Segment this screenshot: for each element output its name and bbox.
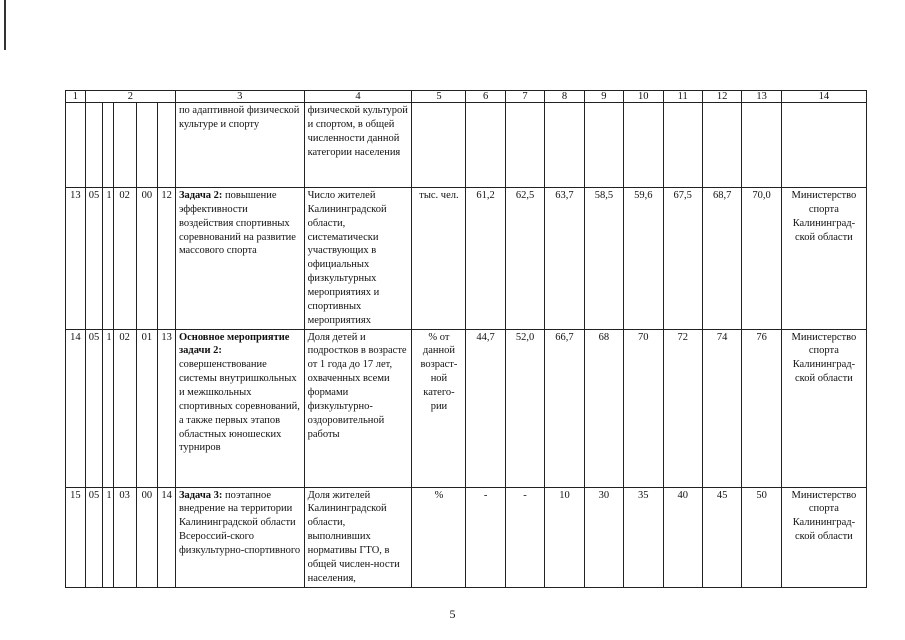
unit-cell: % от данной возраст-ной катего-рии [412,329,466,487]
task-title: Основное мероприятие задачи 2: [178,331,290,357]
value-cell [584,103,623,188]
unit-cell [412,103,466,188]
table-row [66,188,867,330]
responsible-cell [781,103,866,188]
value-cell [624,103,663,188]
code-cell: 00 [136,487,158,587]
value-cell: 66,7 [545,329,584,487]
header-cell: 7 [505,91,544,103]
code-cell: 13 [158,329,176,487]
value-cell: 76 [742,329,781,487]
header-cell: 14 [781,91,866,103]
code-cell: 00 [136,188,158,330]
header-cell: 2 [85,91,175,103]
indicator-cell: Доля жителей Калининградской области, выполнивших нормативы ГТО, в общей числен-ности населения, [304,487,412,587]
task-title: Задача 2: [178,190,223,201]
value-cell: 67,5 [663,188,702,330]
value-cell: 30 [584,487,623,587]
header-cell: 8 [545,91,584,103]
code-cell: 1 [103,329,113,487]
task-title: Задача 3: [178,489,223,501]
task-cell [175,188,304,330]
value-cell: 63,7 [545,188,584,330]
table-row [66,103,867,188]
value-cell: 35 [624,487,663,587]
code-cell: 05 [85,329,103,487]
table-row [66,329,867,487]
code-cell: 02 [113,188,136,330]
value-cell: - [505,487,544,587]
header-cell: 12 [702,91,741,103]
value-cell: 72 [663,329,702,487]
code-cell: 03 [113,487,136,587]
value-cell: 70 [624,329,663,487]
responsible-cell: Министерство спорта Калининград-ской области [781,188,866,330]
header-cell: 6 [466,91,505,103]
value-cell: 70,0 [742,188,781,330]
header-cell: 3 [175,91,304,103]
value-cell: 62,5 [505,188,544,330]
code-cell [113,103,136,188]
table-row [66,487,867,587]
task-text: повышение эффективности воздействия спортивных соревнований на развитие массового спорта [178,190,296,257]
value-cell: 68 [584,329,623,487]
code-cell [158,103,176,188]
value-cell: 61,2 [466,188,505,330]
value-cell [742,103,781,188]
code-cell: 02 [113,329,136,487]
scan-edge-mark [4,0,6,50]
header-cell: 9 [584,91,623,103]
header-cell: 10 [624,91,663,103]
value-cell: 58,5 [584,188,623,330]
responsible-cell: Министерство спорта Калининград-ской области [781,329,866,487]
unit-cell: тыс. чел. [412,188,466,330]
table-header-row [66,91,867,103]
value-cell: - [466,487,505,587]
code-cell: 05 [85,487,103,587]
header-cell: 13 [742,91,781,103]
value-cell: 45 [702,487,741,587]
task-text: поэтапное внедрение на территории Калининградской области Всероссий-ского физкультурно-спортивного [178,489,301,557]
value-cell: 52,0 [505,329,544,487]
task-cell [175,487,304,587]
code-cell: 14 [158,487,176,587]
indicator-cell: физической культурой и спортом, в общей численности данной категории населения [304,103,412,188]
row-number: 13 [66,188,86,330]
page-number: 5 [449,607,456,621]
code-cell [85,103,103,188]
row-number: 14 [66,329,86,487]
task-cell [175,103,304,188]
code-cell: 1 [103,188,113,330]
indicators-table [65,90,867,588]
code-cell: 01 [136,329,158,487]
header-cell: 4 [304,91,412,103]
code-cell [136,103,158,188]
value-cell [663,103,702,188]
value-cell: 74 [702,329,741,487]
value-cell: 50 [742,487,781,587]
code-cell: 12 [158,188,176,330]
indicator-cell: Доля детей и подростков в возрасте от 1 года до 17 лет, охваченных всеми формами физкультурно-оздоровительной работы [304,329,412,487]
value-cell: 59,6 [624,188,663,330]
task-text: по адаптивной физической культуре и спорту [178,105,300,130]
code-cell [103,103,113,188]
task-text: совершенствование системы внутришкольных и межшкольных спортивных соревнований, а также первых этапов областных юношеских турниров [178,359,300,454]
value-cell: 10 [545,487,584,587]
row-number [66,103,86,188]
indicator-cell: Число жителей Калининградской области, систематически участвующих в официальных физкультурных мероприятиях и спортивных мероприятиях [304,188,412,330]
row-number: 15 [66,487,86,587]
header-cell: 5 [412,91,466,103]
value-cell [702,103,741,188]
code-cell: 05 [85,188,103,330]
value-cell: 68,7 [702,188,741,330]
header-cell: 11 [663,91,702,103]
responsible-cell: Министерство спорта Калининград-ской области [781,487,866,587]
header-cell: 1 [66,91,86,103]
code-cell: 1 [103,487,113,587]
value-cell: 44,7 [466,329,505,487]
value-cell [505,103,544,188]
task-cell [175,329,304,487]
value-cell [545,103,584,188]
value-cell: 40 [663,487,702,587]
unit-cell: % [412,487,466,587]
value-cell [466,103,505,188]
